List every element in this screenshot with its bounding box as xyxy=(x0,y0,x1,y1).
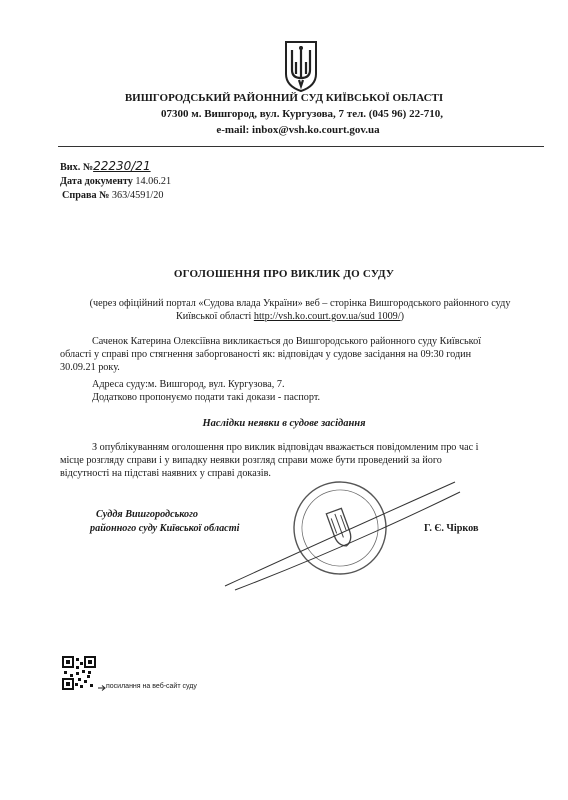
judge-signature-icon xyxy=(205,470,465,600)
judge-role-line2: районного суду Київської області xyxy=(90,523,240,534)
header-rule xyxy=(58,146,544,147)
summons-line-1: Саченок Катерина Олексіївна викликається до Вишгородського районного суду Київської xyxy=(92,336,482,347)
case-number-line xyxy=(62,189,163,202)
outgoing-number: 22230/21 xyxy=(93,159,151,173)
summons-line-3: 30.09.21 року. xyxy=(60,362,120,373)
document-date-line xyxy=(60,175,171,188)
court-email: e-mail: inbox@vsh.ko.court.gov.ua xyxy=(216,124,380,136)
case-label: Справа № xyxy=(62,190,110,201)
summons-line-2: області у справі про стягнення заборгованості як: відповідач у судове засідання на 09:30 годин xyxy=(60,349,472,360)
qr-caption: посилання на веб-сайт суду xyxy=(106,683,197,690)
date-label: Дата документу xyxy=(60,176,133,187)
outgoing-number-line xyxy=(60,160,151,174)
date-value: 14.06.21 xyxy=(135,176,172,187)
judge-name: Г. Є. Чірков xyxy=(424,523,479,534)
consequences-line-3: відсутності на підставі наявних у справі доказів. xyxy=(60,468,271,479)
consequences-line-2: місце розгляду справи і у випадку неявки розгляд справи може бути проведений за його xyxy=(60,455,442,466)
notice-title: ОГОЛОШЕННЯ ПРО ВИКЛИК ДО СУДУ xyxy=(173,268,395,280)
subtitle-suffix: ) xyxy=(400,311,405,322)
outgoing-label: Вих. № xyxy=(60,162,94,173)
tryzub-emblem-icon xyxy=(283,40,319,92)
court-address: 07300 м. Вишгород, вул. Кургузова, 7 тел. (045 96) 22-710, xyxy=(160,108,444,120)
consequences-line-1: З опублікуванням оголошення про виклик відповідач вважається повідомленим про час і xyxy=(92,442,479,453)
consequences-title: Наслідки неявки в судове засідання xyxy=(202,418,366,429)
qr-code-icon[interactable] xyxy=(62,656,96,690)
arrow-right-icon xyxy=(98,685,106,691)
judge-role-line1: Суддя Вишгородського xyxy=(96,509,198,520)
court-name: ВИШГОРОДСЬКИЙ РАЙОННИЙ СУД КИЇВСЬКОЇ ОБЛАСТІ xyxy=(124,92,444,104)
summons-paragraph xyxy=(60,335,550,374)
court-website-link[interactable]: http://vsh.ko.court.gov.ua/sud 1009/ xyxy=(253,311,401,322)
notice-subtitle-line2 xyxy=(60,310,520,323)
evidence-paragraph: Додатково пропонуємо подати такі докази - паспорт. xyxy=(92,392,321,403)
subtitle-prefix: Київської області xyxy=(175,311,254,322)
case-value: 363/4591/20 xyxy=(111,190,164,201)
notice-subtitle-line1: (через офіційний портал «Судова влада України» веб – сторінка Вишгородського районного суду xyxy=(89,298,511,309)
court-address-paragraph: Адреса суду:м. Вишгород, вул. Кургузова, 7. xyxy=(92,379,285,390)
